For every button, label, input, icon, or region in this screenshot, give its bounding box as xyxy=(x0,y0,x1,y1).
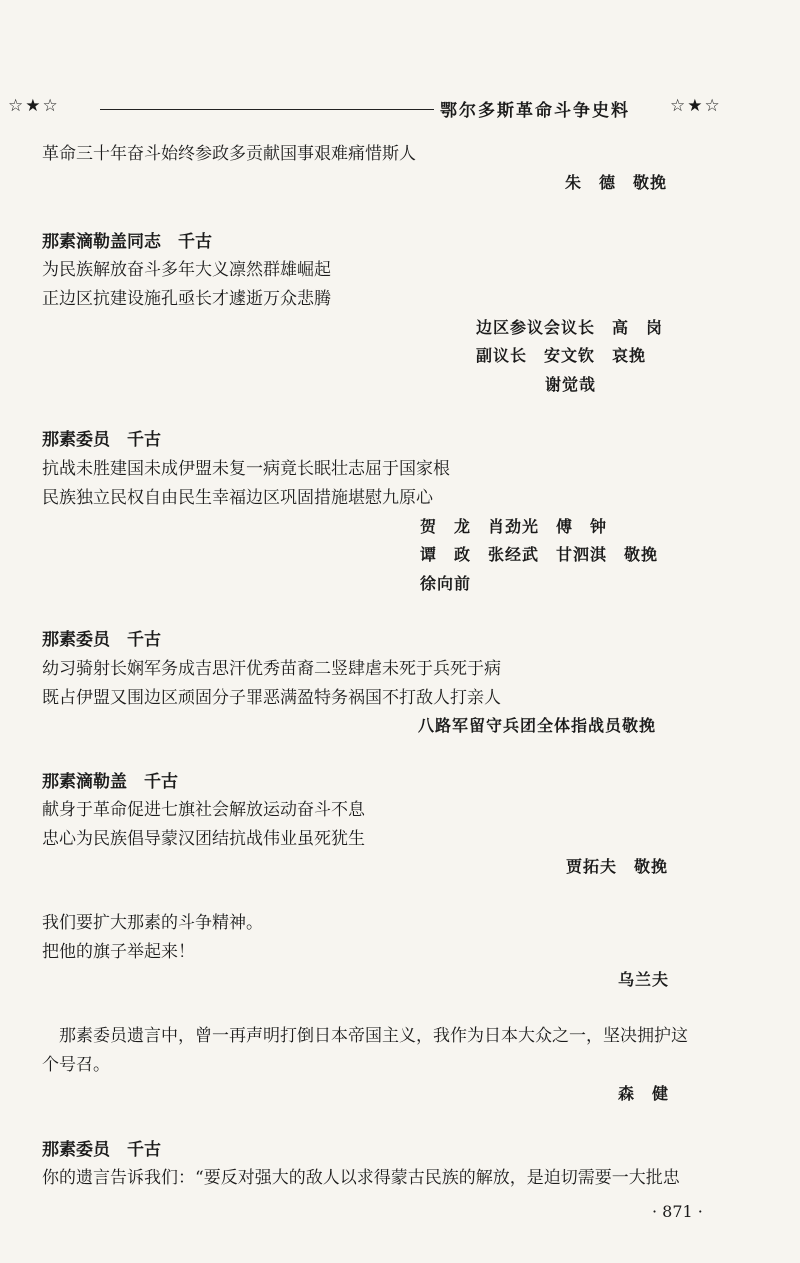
eulogy-heading: 那素委员 千古 xyxy=(42,430,161,450)
eulogy-heading: 那素委员 千古 xyxy=(42,1140,161,1160)
text-line: 幼习骑射长娴军务成吉思汗优秀苗裔二竖肆虐未死于兵死于病 xyxy=(42,659,501,679)
text-line: 为民族解放奋斗多年大义凛然群雄崛起 xyxy=(42,260,331,280)
eulogy-heading: 那素滴勒盖 千古 xyxy=(42,772,178,792)
star-ornament-icon: ☆★☆ xyxy=(8,96,60,116)
signature: 八路军留守兵团全体指战员敬挽 xyxy=(418,716,657,735)
header-rule xyxy=(100,109,434,110)
text-line: 我们要扩大那素的斗争精神。 xyxy=(42,913,263,933)
eulogy-heading: 那素委员 千古 xyxy=(42,630,161,650)
signature: 朱 德 敬挽 xyxy=(565,173,668,192)
signature: 乌兰夫 xyxy=(618,970,670,989)
text-line: 献身于革命促进七旗社会解放运动奋斗不息 xyxy=(42,800,365,820)
text-line: 既占伊盟又围边区顽固分子罪恶满盈特务祸国不打敌人打亲人 xyxy=(42,688,501,708)
text-line: 忠心为民族倡导蒙汉团结抗战伟业虽死犹生 xyxy=(42,829,365,849)
signature: 边区参议会议长 高 岗 xyxy=(476,318,664,337)
signature: 谢觉哉 xyxy=(545,375,597,394)
text-line: 把他的旗子举起来！ xyxy=(42,942,195,962)
text-line: 民族独立民权自由民生幸福边区巩固措施堪慰九原心 xyxy=(42,488,433,508)
text-line: 抗战未胜建国未成伊盟未复一病竟长眠壮志屈于国家根 xyxy=(42,459,450,479)
eulogy-heading: 那素滴勒盖同志 千古 xyxy=(42,232,212,252)
text-line: 个号召。 xyxy=(42,1055,110,1075)
signature: 贾拓夫 敬挽 xyxy=(566,857,669,876)
signature: 森 健 xyxy=(618,1084,670,1103)
journal-title: 鄂尔多斯革命斗争史料 xyxy=(440,101,630,121)
signature: 副议长 安文钦 哀挽 xyxy=(476,346,647,365)
text-line: 正边区抗建设施孔亟长才遽逝万众悲腾 xyxy=(42,289,331,309)
signature: 谭 政 张经武 甘泗淇 敬挽 xyxy=(420,545,659,564)
running-header xyxy=(8,96,792,124)
page-number: · 871 · xyxy=(652,1202,703,1221)
text-line: 你的遗言告诉我们：“要反对强大的敌人以求得蒙古民族的解放，是迫切需要一大批忠 xyxy=(42,1168,680,1188)
signature: 徐向前 xyxy=(420,574,472,593)
star-ornament-icon: ☆★☆ xyxy=(670,96,722,116)
signature: 贺 龙 肖劲光 傅 钟 xyxy=(420,517,608,536)
text-line: 革命三十年奋斗始终参政多贡献国事艰难痛惜斯人 xyxy=(42,144,416,164)
text-line: 那素委员遗言中，曾一再声明打倒日本帝国主义，我作为日本大众之一，坚决拥护这 xyxy=(42,1026,688,1046)
